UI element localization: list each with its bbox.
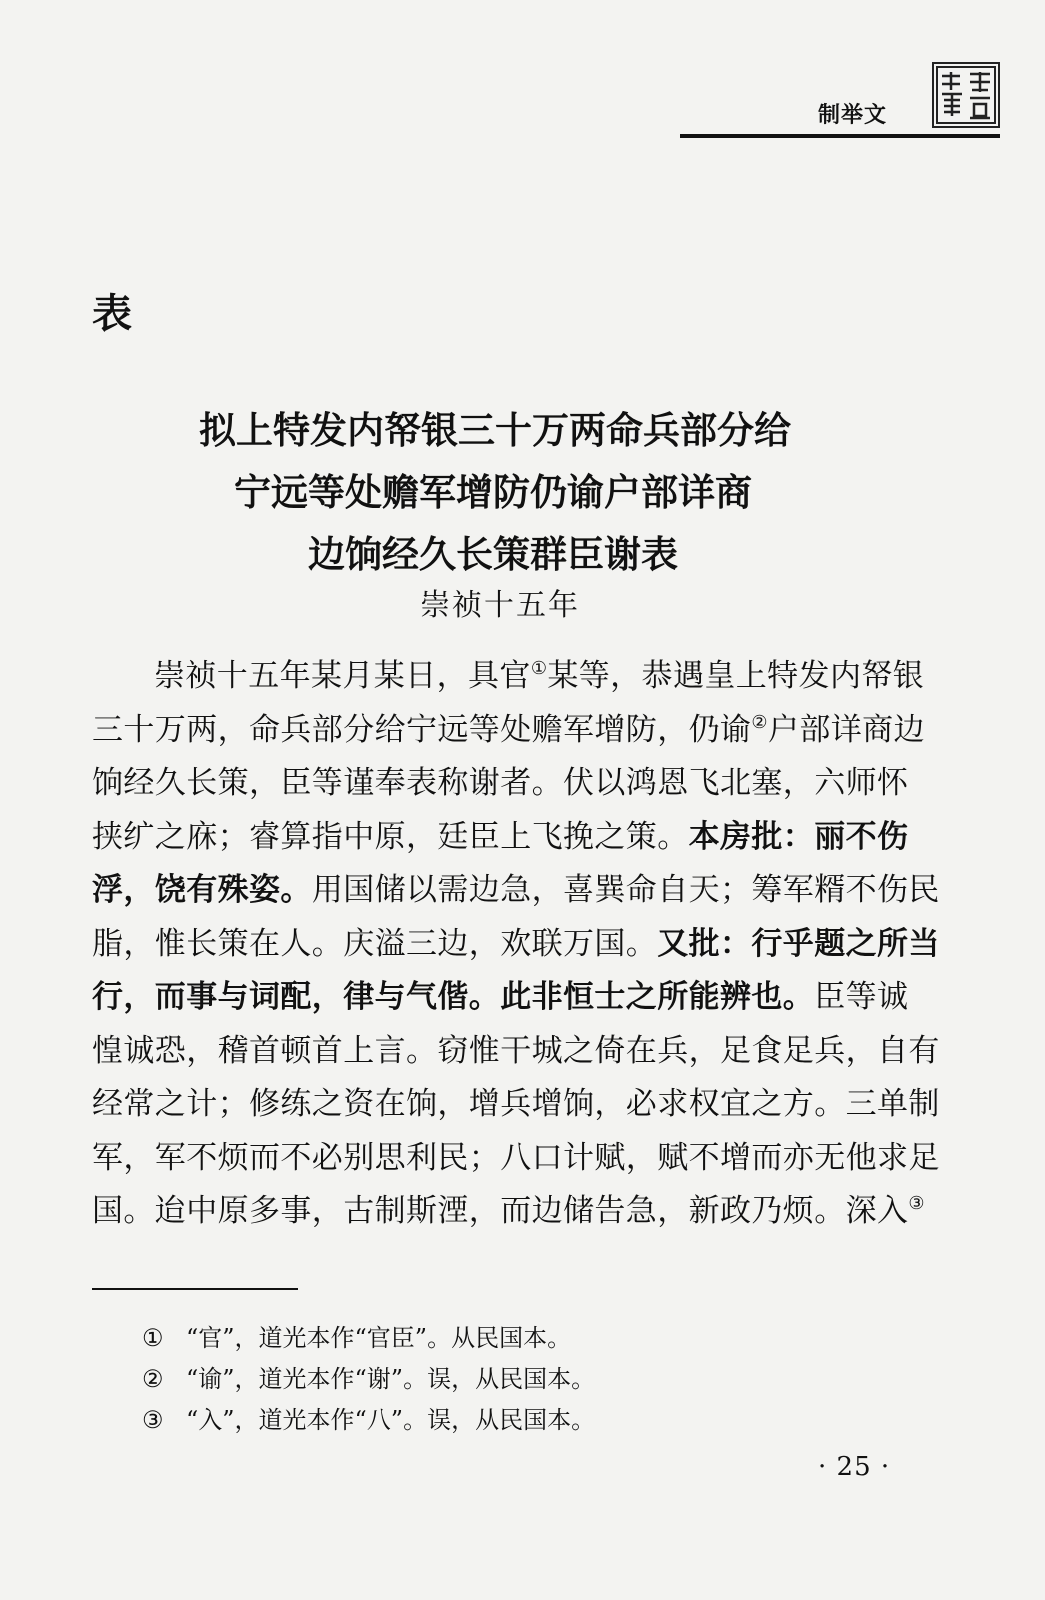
footnote-mark: ② — [142, 1365, 164, 1393]
body-text — [92, 650, 940, 1239]
footnote-text: “谕”，道光本作“谢”。误，从民国本。 — [186, 1365, 596, 1393]
footnote-ref[interactable]: ② — [751, 711, 768, 733]
text-span: 挟纩之庥；睿算指中原，廷臣上飞挽之策。 — [92, 818, 689, 855]
text-span: 脂，惟长策在人。庆溢三边，欢联万国。 — [92, 925, 658, 962]
text-line — [92, 864, 940, 918]
text-line — [92, 650, 925, 704]
footnote-mark: ③ — [142, 1406, 164, 1434]
text-line: 饷经久长策，臣等谨奉表称谢者。伏以鸿恩飞北塞，六师怀 — [92, 765, 909, 801]
footnote-text: “入”，道光本作“八”。误，从民国本。 — [186, 1406, 596, 1434]
article-title-line: 拟上特发内帑银三十万两命兵部分给 — [199, 409, 791, 452]
text-line — [92, 811, 912, 865]
article-title-line: 边饷经久长策群臣谢表 — [308, 533, 678, 576]
text-line — [92, 704, 925, 758]
text-span: 崇祯十五年某月某日，具官 — [154, 658, 531, 694]
text-span: 臣等诚 — [814, 979, 909, 1015]
seal-logo — [932, 62, 1000, 128]
text-line: 经常之计；修练之资在饷，增兵增饷，必求权宜之方。三单制 — [92, 1086, 940, 1122]
text-line — [92, 1185, 925, 1239]
text-span: 户部详商边 — [767, 711, 925, 748]
footnote-text: “官”，道光本作“官臣”。从民国本。 — [186, 1324, 572, 1352]
article-date: 崇祯十五年 — [420, 588, 580, 623]
text-span: 某等，恭遇皇上特发内帑银 — [547, 658, 925, 694]
footnote — [142, 1359, 595, 1400]
section-title: 表 — [92, 290, 132, 337]
article-title-line: 宁远等处赡军增防仍谕户部详商 — [234, 471, 752, 514]
page-number: · 25 · — [818, 1452, 891, 1482]
text-line — [92, 918, 940, 972]
commentary: 本房批：丽不伤 — [688, 818, 909, 855]
text-span: 用国储以需边急，喜巽命自天；筹军糈不伤民 — [311, 872, 940, 908]
footnote-rule — [92, 1288, 298, 1290]
footnote — [142, 1318, 595, 1359]
header-rule — [680, 134, 1000, 138]
footnote-ref[interactable]: ③ — [908, 1193, 925, 1214]
footnote-ref[interactable]: ① — [530, 658, 548, 679]
text-span: 国。迨中原多事，古制斯湮，而边储告急，新政乃烦。深入 — [92, 1193, 909, 1229]
commentary: 行，而事与词配，律与气偕。此非恒士之所能辨也。 — [92, 979, 815, 1015]
text-line: 惶诚恐，稽首顿首上言。窃惟干城之倚在兵，足食足兵，自有 — [92, 1032, 940, 1069]
article-title — [0, 400, 1000, 586]
commentary: 又批：行乎题之所当 — [657, 925, 940, 962]
footnote — [142, 1400, 595, 1441]
running-head: 制举文 — [818, 103, 888, 128]
text-line: 军，军不烦而不必别思利民；八口计赋，赋不增而亦无他求足 — [92, 1139, 940, 1176]
text-span: 三十万两，命兵部分给宁远等处赡军增防，仍谕 — [92, 711, 752, 748]
footnotes — [142, 1318, 595, 1441]
footnote-mark: ① — [142, 1324, 164, 1352]
text-line — [92, 971, 912, 1025]
commentary: 浮，饶有殊姿。 — [92, 872, 312, 908]
